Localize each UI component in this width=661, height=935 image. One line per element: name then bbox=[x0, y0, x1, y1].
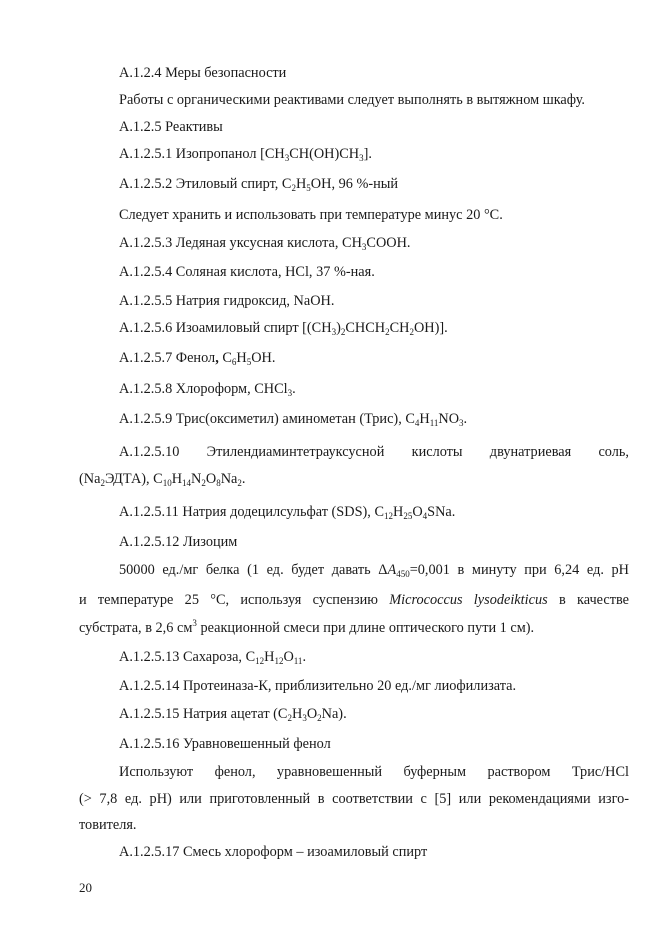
section-heading-reagents: А.1.2.5 Реактивы bbox=[119, 119, 223, 135]
page-number: 20 bbox=[79, 880, 92, 895]
phenol-text-line2: (> 7,8 ед. рН) или приготовленный в соответствии с [5] или рекомендациями изго- bbox=[79, 791, 629, 807]
phenol-text-line1: Используют фенол, уравновешенный буферным раствором Трис/HCl bbox=[119, 764, 629, 780]
reagent-isopropanol: А.1.2.5.1 Изопропанол $[CH_3CH(OH)CH_3]$. bbox=[119, 146, 372, 163]
lysozyme-text-line2: и температуре 25 °С, используя суспензию Micrococcus lysodeikticus в качестве bbox=[79, 592, 629, 608]
reagent-sodium-hydroxide: А.1.2.5.5 Натрия гидроксид, NaOH. bbox=[119, 293, 335, 309]
safety-text: Работы с органическими реактивами следует выполнять в вытяжном шкафу. bbox=[119, 92, 585, 108]
reagent-lysozyme-heading: А.1.2.5.12 Лизоцим bbox=[119, 534, 238, 550]
reagent-proteinase-k: А.1.2.5.14 Протеиназа-К, приблизительно 20 ед./мг лиофилизата. bbox=[119, 678, 517, 694]
reagent-edta-line2: $(Na_2ЭДТА)$, $C_{10}H_{14}N_2O_8Na_2$. bbox=[79, 471, 246, 488]
reagent-chloroform: А.1.2.5.8 Хлороформ, CHCl$_3$. bbox=[119, 381, 296, 398]
reagent-sucrose: А.1.2.5.13 Сахароза, $C_{12}H_{12}O_{11}$. bbox=[119, 649, 307, 666]
reagent-sds: А.1.2.5.11 Натрия додецилсульфат (SDS), $C_{12}H_{25}O_4SNa$. bbox=[119, 504, 456, 521]
reagent-phenol: А.1.2.5.7 Фенол, $C_6H_5OH$. bbox=[119, 350, 276, 367]
reagent-acetic-acid: А.1.2.5.3 Ледяная уксусная кислота, $CH_3COOH$. bbox=[119, 235, 411, 252]
reagent-isoamyl-alcohol: А.1.2.5.6 Изоамиловый спирт $[(CH_3)_2CHCH_2CH_2OH)$]. bbox=[119, 320, 448, 337]
lysozyme-text-line1: 50000 ед./мг белка (1 ед. будет давать $\Delta A_{450}=0,001$ в минуту при 6,24 ед. pH bbox=[119, 562, 629, 579]
section-heading-safety: А.1.2.4 Меры безопасности bbox=[119, 65, 287, 81]
reagent-ethanol: А.1.2.5.2 Этиловый спирт, $C_2H_5OH$, 96 %-ный bbox=[119, 176, 399, 193]
ethanol-storage-note: Следует хранить и использовать при температуре минус 20 °С. bbox=[119, 207, 503, 223]
reagent-sodium-acetate: А.1.2.5.15 Натрия ацетат $(C_2H_3O_2Na)$. bbox=[119, 706, 347, 723]
lysozyme-text-line3: субстрата, в 2,6 $см^3$ реакционной смеси при длине оптического пути 1 см). bbox=[79, 618, 535, 636]
reagent-equilibrated-phenol-heading: А.1.2.5.16 Уравновешенный фенол bbox=[119, 736, 331, 752]
phenol-text-line3: товителя. bbox=[79, 817, 137, 833]
reagent-edta-line1: А.1.2.5.10 Этилендиаминтетрауксусной кислоты двунатриевая соль, bbox=[119, 444, 629, 460]
reagent-hydrochloric-acid: А.1.2.5.4 Соляная кислота, HCl, 37 %-ная. bbox=[119, 264, 375, 280]
reagent-chloroform-isoamyl-heading: А.1.2.5.17 Смесь хлороформ – изоамиловый спирт bbox=[119, 844, 428, 860]
reagent-tris: А.1.2.5.9 Трис(оксиметил) аминометан (Трис), $C_4H_{11}NO_3$. bbox=[119, 411, 468, 428]
